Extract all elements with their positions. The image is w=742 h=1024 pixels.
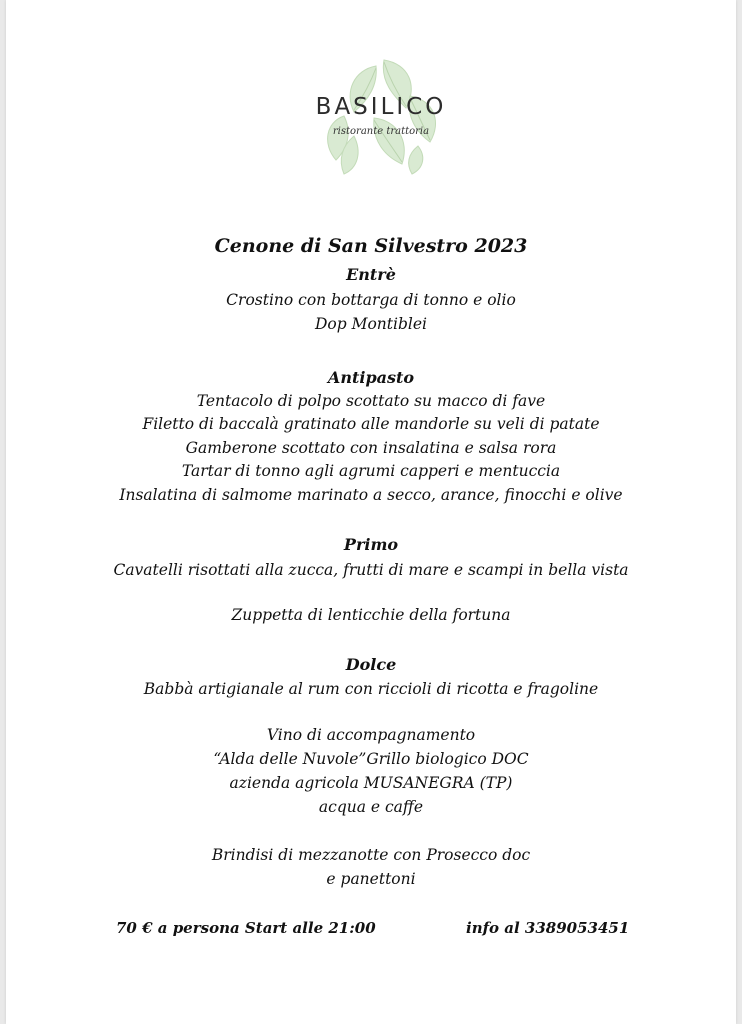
toast-line: e panettoni: [326, 870, 416, 888]
menu-page: [6, 0, 736, 1024]
menu-item: Gamberone scottato con insalatina e salsa rora: [185, 439, 557, 457]
section-heading-antipasto: Antipasto: [327, 368, 415, 387]
wine-name: “Alda delle Nuvole”Grillo biologico DOC: [213, 750, 529, 768]
restaurant-logo: [306, 56, 456, 176]
logo-subtitle: ristorante trattoria: [332, 126, 430, 137]
menu-item: Zuppetta di lenticchie della fortuna: [231, 606, 511, 624]
logo-name: BASILICO: [315, 94, 447, 120]
menu-item: Crostino con bottarga di tonno e olio: [226, 291, 516, 309]
section-heading-primo: Primo: [343, 535, 399, 554]
wine-producer: azienda agricola MUSANEGRA (TP): [229, 774, 513, 792]
contact-info: info al 3389053451: [466, 919, 630, 937]
menu-item: Dop Montiblei: [315, 315, 427, 333]
menu-item: Filetto di baccalà gratinato alle mandorle su veli di patate: [142, 415, 600, 433]
wine-heading: Vino di accompagnamento: [266, 726, 476, 744]
section-heading-entre: Entrè: [346, 265, 396, 284]
toast-line: Brindisi di mezzanotte con Prosecco doc: [211, 846, 531, 864]
menu-title: Cenone di San Silvestro 2023: [214, 235, 528, 257]
menu-item: Insalatina di salmome marinato a secco, arance, finocchi e olive: [119, 486, 623, 504]
price-start-time: 70 € a persona Start alle 21:00: [116, 919, 376, 937]
section-heading-dolce: Dolce: [345, 655, 397, 674]
water-coffee: acqua e caffe: [318, 798, 424, 816]
menu-item: Babbà artigianale al rum con riccioli di ricotta e fragoline: [143, 680, 599, 698]
menu-item: Cavatelli risottati alla zucca, frutti di mare e scampi in bella vista: [113, 561, 629, 579]
menu-item: Tentacolo di polpo scottato su macco di fave: [196, 392, 546, 410]
menu-item: Tartar di tonno agli agrumi capperi e mentuccia: [181, 462, 561, 480]
